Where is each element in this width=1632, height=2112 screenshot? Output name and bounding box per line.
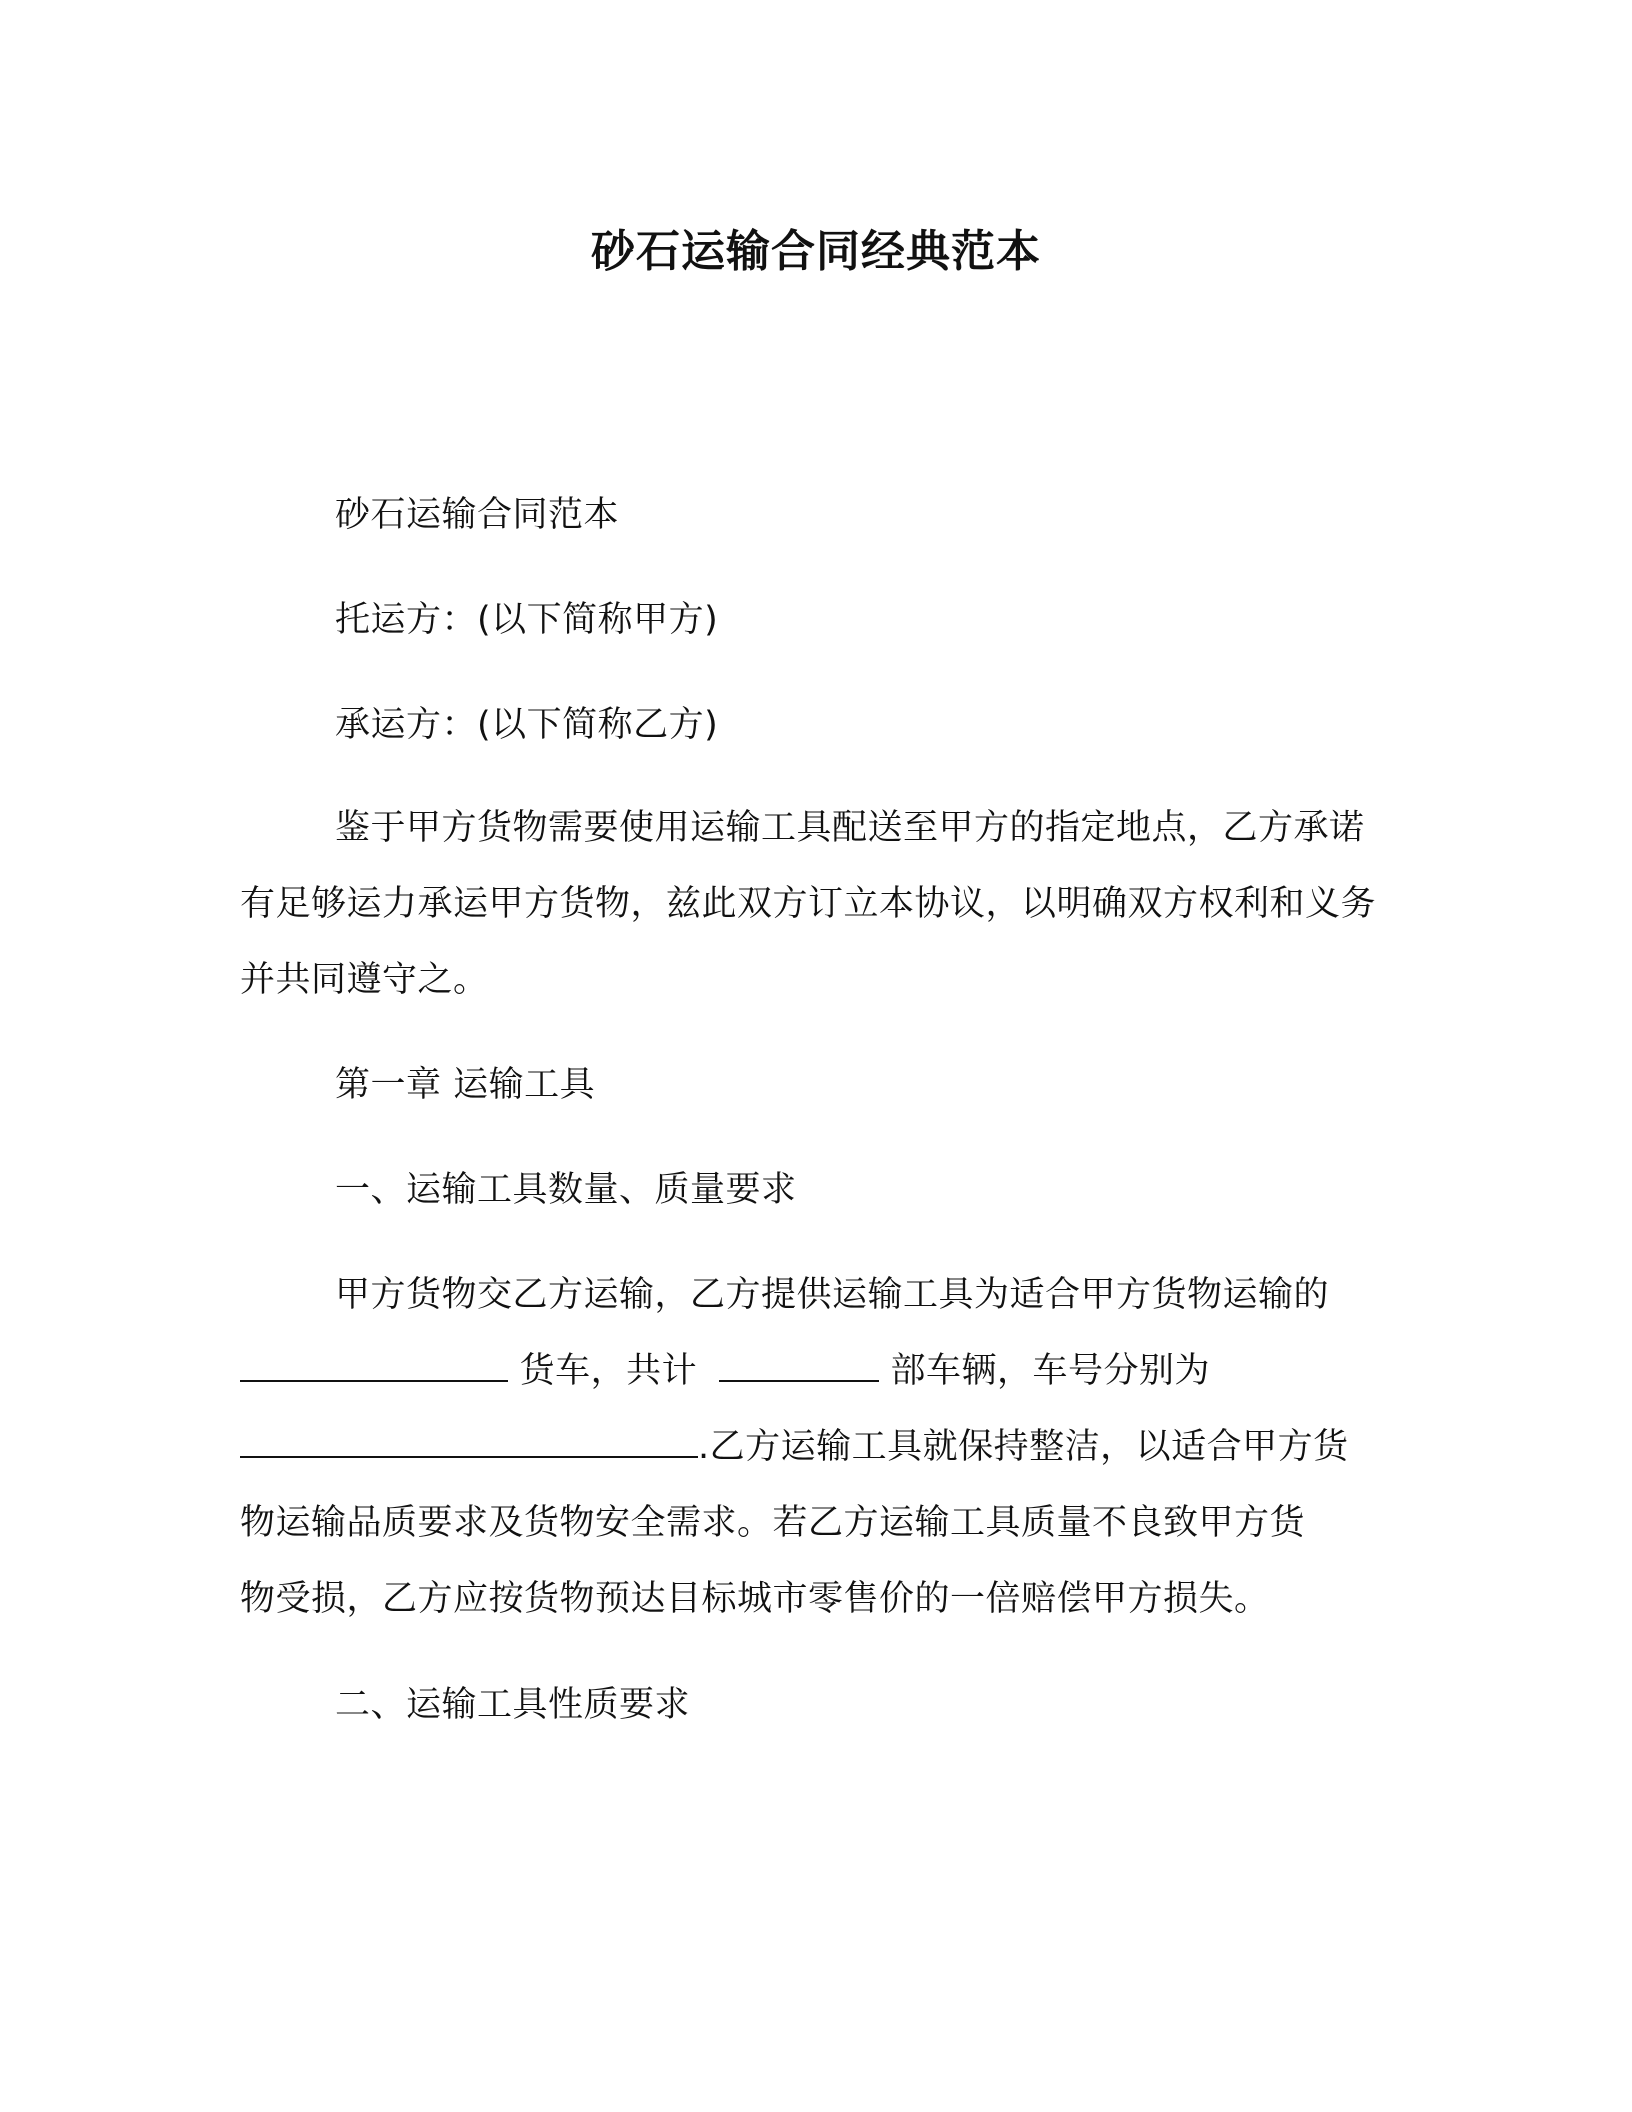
section-body-line	[240, 1346, 1210, 1396]
section-body-line	[240, 1498, 1305, 1548]
vehicle-count-blank[interactable]	[719, 1350, 879, 1382]
section-body-line	[335, 1270, 1329, 1320]
carrier-line: 承运方：(以下简称乙方)	[335, 705, 719, 745]
document-title: 砂石运输合同经典范本	[591, 226, 1041, 277]
truck-type-blank[interactable]	[240, 1350, 508, 1382]
section-body-text: 物受损，乙方应按货物预达目标城市零售价的一倍赔偿甲方损失。	[240, 1579, 1270, 1619]
chapter-heading: 第一章 运输工具	[335, 1065, 596, 1105]
section-body-line	[240, 1574, 1270, 1624]
section-heading: 二、运输工具性质要求	[335, 1685, 691, 1725]
preamble-paragraph: 鉴于甲方货物需要使用运输工具配送至甲方的指定地点，乙方承诺有足够运力承运甲方货物，兹此双方订立本协议，以明确双方权利和义务并共同遵守之。	[240, 808, 1377, 1000]
section-body-text: 甲方货物交乙方运输，乙方提供运输工具为适合甲方货物运输的	[335, 1275, 1330, 1315]
plate-numbers-blank[interactable]	[240, 1426, 698, 1458]
section-body-text: 部车辆，车号分别为	[890, 1351, 1210, 1391]
section-body-text: 物运输品质要求及货物安全需求。若乙方运输工具质量不良致甲方货	[240, 1503, 1306, 1543]
section-body-text: 货车，共计	[519, 1351, 698, 1391]
consignor-line: 托运方：(以下简称甲方)	[335, 600, 719, 640]
contract-subtitle: 砂石运输合同范本	[335, 495, 620, 535]
section-body-text: .乙方运输工具就保持整洁，以适合甲方货	[698, 1427, 1349, 1467]
section-heading: 一、运输工具数量、质量要求	[335, 1170, 797, 1210]
section-body-line	[240, 1422, 1349, 1472]
